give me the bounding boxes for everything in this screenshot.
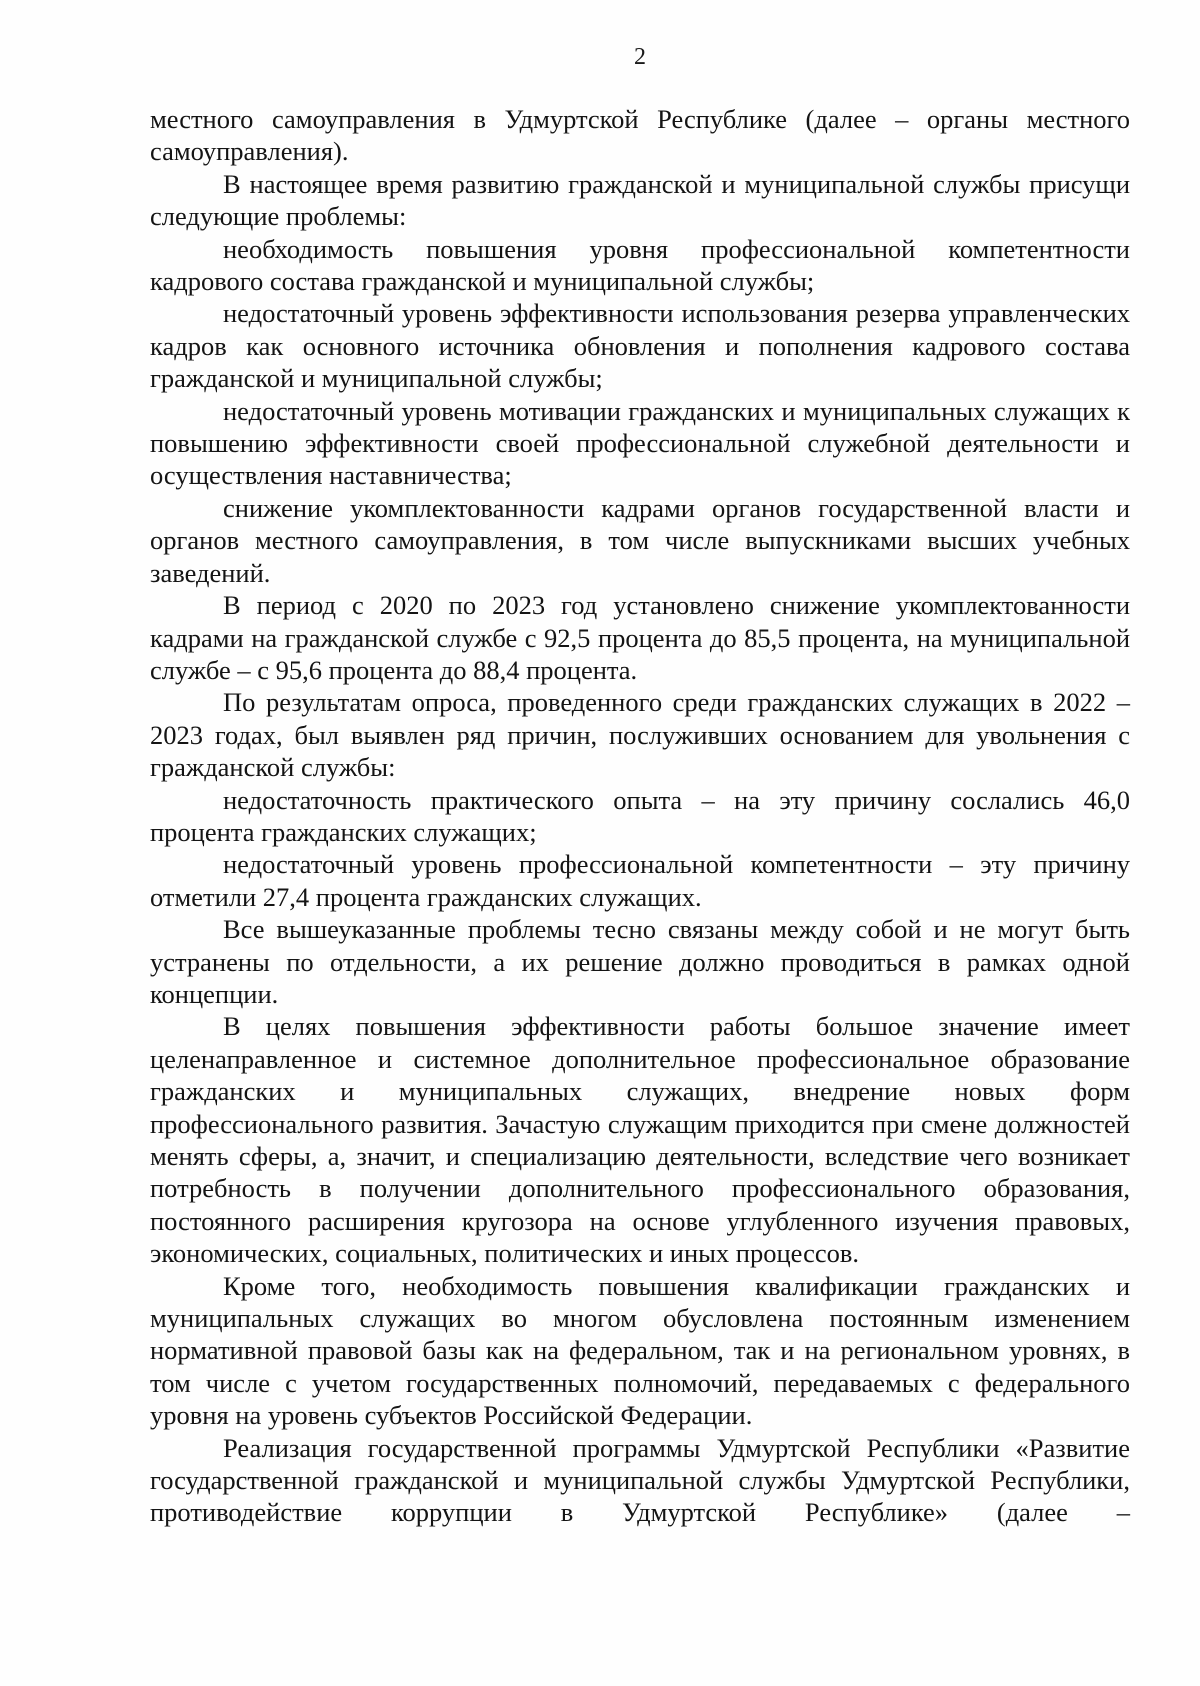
paragraph-list-item: недостаточный уровень профессиональной компетентности – эту причину отметили 27,4 процента гражданских служащих.: [150, 849, 1130, 912]
paragraph-list-item: необходимость повышения уровня профессиональной компетентности кадрового состава гражданской и муниципальной службы;: [150, 233, 1130, 297]
paragraph: Кроме того, необходимость повышения квалификации гражданских и муниципальных служащих во многом обусловлена постоянным изменением нормативной правовой базы как на федеральном, так и на региональном уровнях, в том числе с учетом государственных полномочий, передаваемых с федерального уровня на уровень субъектов Российской Федерации.: [150, 1270, 1130, 1431]
paragraph-continuation: местного самоуправления в Удмуртской Республике (далее – органы местного самоуправления).: [150, 104, 1130, 167]
paragraph: В период с 2020 по 2023 год установлено снижение укомплектованности кадрами на гражданской службе с 92,5 процента до 85,5 процента, на муниципальной службе – с 95,6 процента до 88,4 процента.: [150, 590, 1130, 685]
paragraph: По результатам опроса, проведенного среди гражданских служащих в 2022 – 2023 годах, был выявлен ряд причин, послуживших основанием для увольнения с гражданской службы:: [150, 687, 1130, 783]
paragraph: Все вышеуказанные проблемы тесно связаны между собой и не могут быть устранены по отдельности, а их решение должно проводиться в рамках одной концепции.: [150, 914, 1130, 1009]
paragraph-list-item: недостаточный уровень эффективности использования резерва управленческих кадров как основного источника обновления и пополнения кадрового состава гражданской и муниципальной службы;: [150, 298, 1130, 394]
paragraph-list-item: недостаточный уровень мотивации гражданских и муниципальных служащих к повышению эффективности своей профессиональной служебной деятельности и осуществления наставничества;: [150, 395, 1130, 491]
page-number: 2: [634, 44, 646, 70]
document-body: [150, 103, 1130, 1529]
paragraph: В целях повышения эффективности работы большое значение имеет целенаправленное и системное дополнительное профессиональное образование гражданских и муниципальных служащих, внедрение новых форм профессионального развития. Зачастую служащим приходится при смене должностей менять сферы, а, значит, и специализацию деятельности, вследствие чего возникает потребность в получении дополнительного профессионального образования, постоянного расширения кругозора на основе углубленного изучения правовых, экономических, социальных, политических и иных процессов.: [150, 1011, 1130, 1269]
paragraph-continues-next-page: Реализация государственной программы Удмуртской Республики «Развитие государственной гражданской и муниципальной службы Удмуртской Республики, противодействие коррупции в Удмуртской Республике» (далее –: [150, 1432, 1130, 1528]
paragraph: В настоящее время развитию гражданской и муниципальной службы присущи следующие проблемы:: [150, 168, 1130, 232]
paragraph-list-item: снижение укомплектованности кадрами органов государственной власти и органов местного самоуправления, в том числе выпускниками высших учебных заведений.: [150, 492, 1130, 588]
paragraph-list-item: недостаточность практического опыта – на эту причину сослались 46,0 процента гражданских служащих;: [150, 784, 1130, 847]
